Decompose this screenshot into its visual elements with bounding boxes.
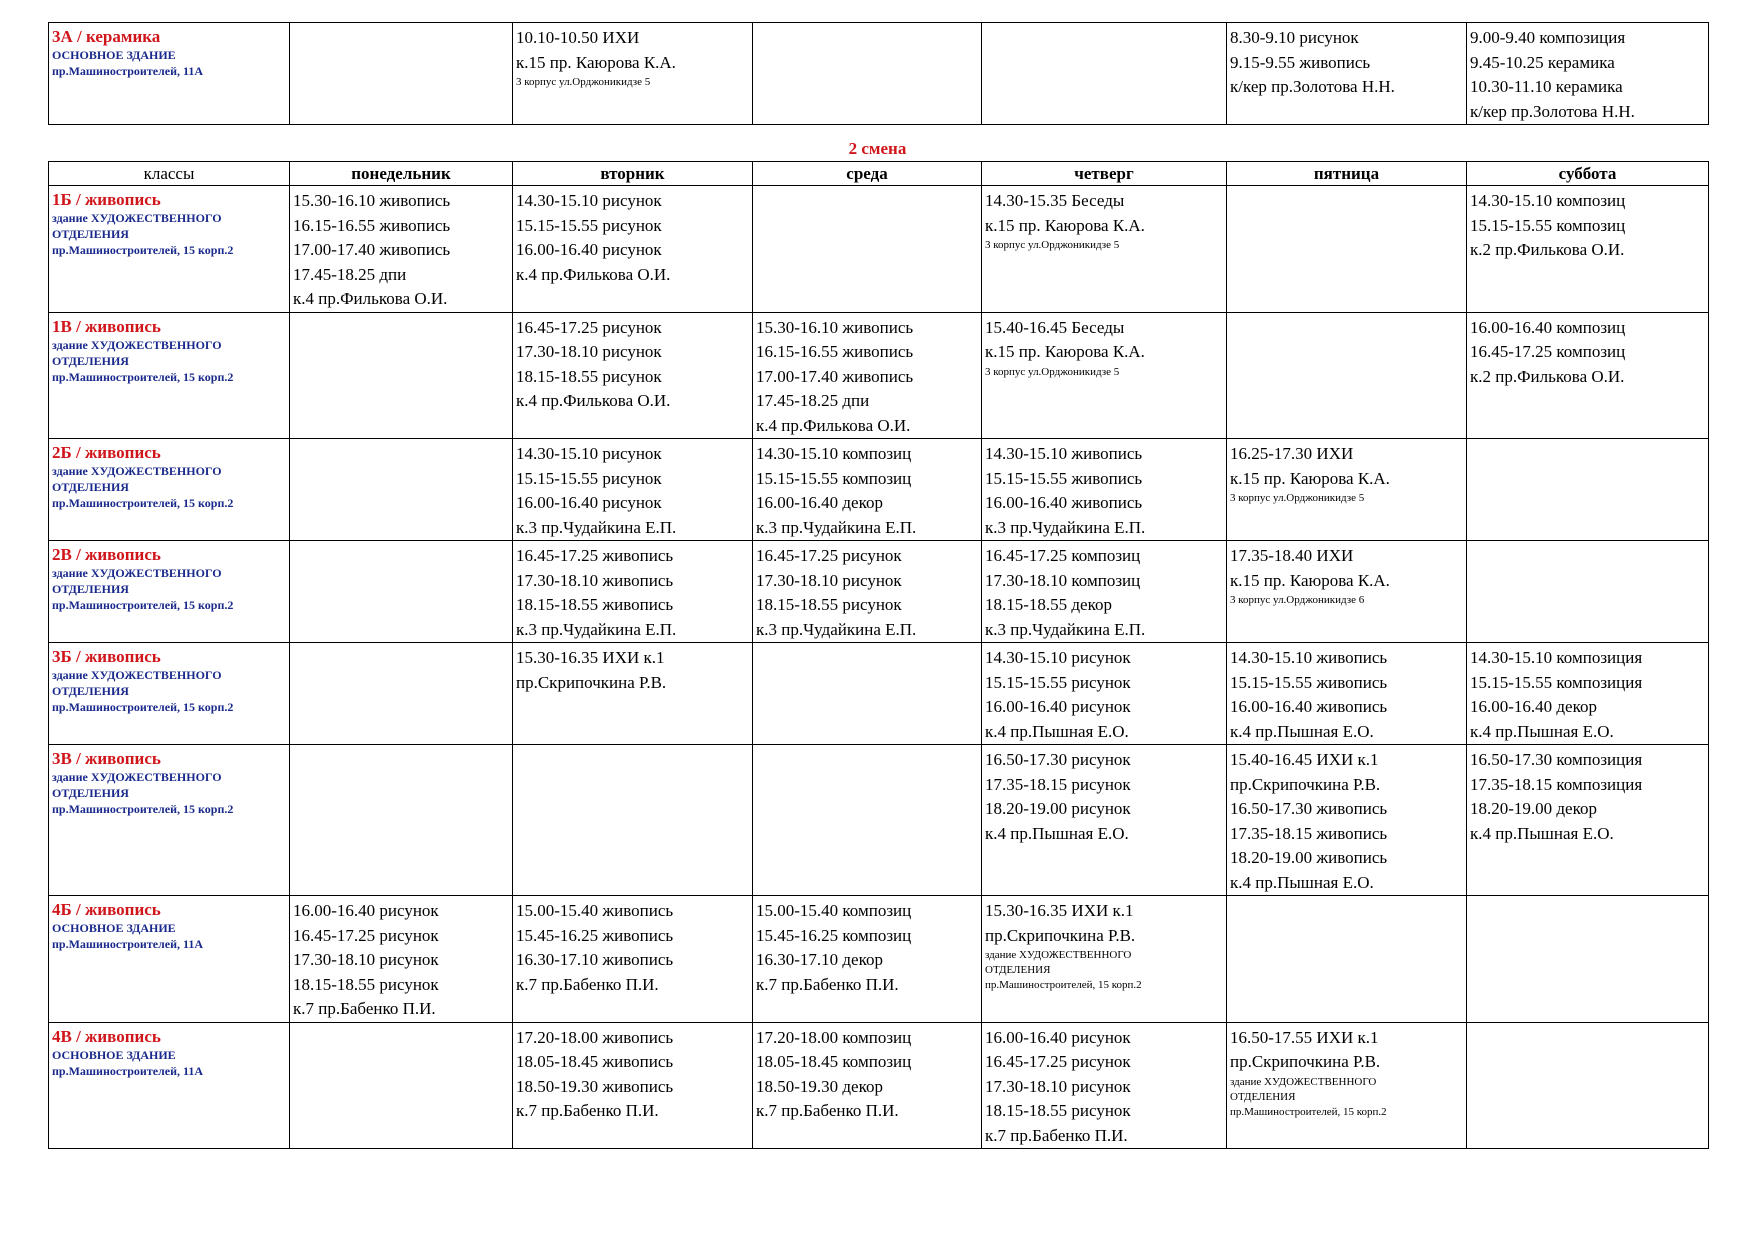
schedule-cell: [753, 312, 982, 439]
class-row: [49, 541, 1709, 643]
cell-address-line: пр.Машиностроителей, 15 корп.2: [985, 979, 1142, 991]
schedule-table-shift-1-tail: [48, 22, 1709, 125]
cell-lesson-line: к.3 пр.Чудайкина Е.П.: [985, 619, 1146, 639]
cell-lesson-line: 16.00-16.40 рисунок: [985, 697, 1131, 716]
schedule-cell: [1227, 1022, 1467, 1149]
cell-lesson-line: 16.00-16.40 композиц: [1470, 317, 1626, 337]
schedule-cell: [513, 439, 753, 541]
cell-lesson-line: 17.30-18.10 композиц: [985, 570, 1141, 590]
schedule-cell: [1467, 439, 1709, 541]
cell-lesson-line: 16.00-16.40 рисунок: [516, 493, 662, 512]
schedule-cell: [1227, 23, 1467, 125]
class-building-line: ОТДЕЛЕНИЯ: [52, 684, 129, 698]
schedule-cell: [982, 541, 1227, 643]
schedule-cell: [290, 439, 513, 541]
cell-lesson-line: к.15 пр. Каюрова К.А.: [516, 52, 676, 72]
cell-lesson-line: 17.00-17.40 живопись: [756, 366, 914, 386]
class-name: 1В / живопись: [52, 316, 161, 336]
schedule-cell: [753, 186, 982, 313]
class-cell: [49, 23, 290, 125]
cell-lesson-line: 9.15-9.55 живопись: [1230, 52, 1371, 72]
class-building-line: пр.Машиностроителей, 15 корп.2: [52, 598, 234, 612]
cell-lesson-line: 18.50-19.30 декор: [756, 1076, 884, 1096]
class-cell: [49, 312, 290, 439]
class-row: [49, 745, 1709, 896]
cell-lesson-line: к.7 пр.Бабенко П.И.: [756, 974, 899, 994]
cell-lesson-line: 14.30-15.10 композиция: [1470, 648, 1643, 667]
schedule-cell: [1227, 896, 1467, 1023]
shift-title: 2 смена: [848, 139, 907, 158]
class-name: 3А / керамика: [52, 27, 161, 46]
cell-lesson-line: 16.30-17.10 декор: [756, 950, 884, 969]
schedule-cell: [513, 745, 753, 896]
schedule-cell: [753, 1022, 982, 1149]
cell-lesson-line: 18.15-18.55 рисунок: [985, 1101, 1131, 1120]
cell-lesson-line: 18.20-19.00 декор: [1470, 799, 1598, 818]
class-name: 3В / живопись: [52, 749, 161, 768]
schedule-cell: [290, 643, 513, 745]
cell-lesson-line: к.4 пр.Филькова О.И.: [516, 391, 671, 410]
cell-lesson-line: 17.20-18.00 живопись: [516, 1027, 674, 1047]
schedule-cell: [290, 541, 513, 643]
header-tuesday: вторник: [513, 162, 753, 186]
class-row: [49, 439, 1709, 541]
cell-lesson-line: 15.30-16.10 живопись: [293, 191, 451, 210]
schedule-cell: [1227, 745, 1467, 896]
cell-lesson-line: 17.30-18.10 рисунок: [985, 1076, 1131, 1096]
schedule-cell: [290, 896, 513, 1023]
cell-lesson-line: 17.30-18.10 живопись: [516, 570, 674, 590]
cell-lesson-line: 16.00-16.40 рисунок: [516, 240, 662, 259]
cell-lesson-line: 14.30-15.10 рисунок: [985, 648, 1131, 667]
cell-lesson-line: 14.30-15.10 композиц: [756, 444, 912, 463]
cell-lesson-line: 14.30-15.10 рисунок: [516, 444, 662, 463]
cell-address-line: здание ХУДОЖЕСТВЕННОГО: [985, 949, 1132, 961]
class-building-line: здание ХУДОЖЕСТВЕННОГО: [52, 770, 222, 784]
class-building-line: пр.Машиностроителей, 11А: [52, 937, 204, 951]
cell-address-line: здание ХУДОЖЕСТВЕННОГО: [1230, 1075, 1377, 1088]
cell-lesson-line: 10.30-11.10 керамика: [1470, 77, 1623, 96]
schedule-cell: [1467, 896, 1709, 1023]
class-building-line: пр.Машиностроителей, 15 корп.2: [52, 802, 234, 816]
class-cell: [49, 186, 290, 313]
cell-lesson-line: 15.30-16.35 ИХИ к.1: [985, 901, 1134, 920]
cell-lesson-line: к.7 пр.Бабенко П.И.: [985, 1125, 1128, 1145]
schedule-cell: [753, 745, 982, 896]
cell-lesson-line: к.4 пр.Пышная Е.О.: [985, 823, 1129, 843]
cell-lesson-line: 17.20-18.00 композиц: [756, 1027, 912, 1047]
class-name: 2Б / живопись: [52, 443, 161, 462]
class-building-line: здание ХУДОЖЕСТВЕННОГО: [52, 211, 222, 225]
schedule-cell: [982, 312, 1227, 439]
class-row: [49, 643, 1709, 745]
header-wednesday: среда: [753, 162, 982, 186]
cell-lesson-line: 17.45-18.25 дпи: [293, 264, 407, 284]
cell-lesson-line: к.4 пр.Пышная Е.О.: [1470, 721, 1614, 741]
cell-lesson-line: 16.00-16.40 рисунок: [985, 1027, 1131, 1047]
cell-lesson-line: к.2 пр.Филькова О.И.: [1470, 366, 1625, 386]
cell-lesson-line: 16.45-17.25 композиц: [985, 546, 1141, 565]
class-name: 1Б / живопись: [52, 190, 161, 209]
cell-lesson-line: 14.30-15.35 Беседы: [985, 191, 1125, 210]
cell-lesson-line: 15.15-15.55 рисунок: [516, 215, 662, 235]
header-thursday: четверг: [982, 162, 1227, 186]
class-building-line: здание ХУДОЖЕСТВЕННОГО: [52, 668, 222, 682]
cell-address-line: ОТДЕЛЕНИЯ: [985, 964, 1051, 976]
schedule-cell: [290, 186, 513, 313]
cell-lesson-line: 8.30-9.10 рисунок: [1230, 28, 1359, 47]
cell-lesson-line: 16.25-17.30 ИХИ: [1230, 444, 1354, 463]
cell-lesson-line: 15.15-15.55 композиция: [1470, 672, 1643, 692]
cell-address-line: 3 корпус ул.Орджоникидзе 5: [985, 239, 1120, 251]
class-cell: [49, 439, 290, 541]
cell-lesson-line: 16.45-17.25 композиц: [1470, 342, 1626, 361]
class-building-line: пр.Машиностроителей, 15 корп.2: [52, 496, 234, 510]
cell-lesson-line: к.2 пр.Филькова О.И.: [1470, 240, 1625, 259]
cell-lesson-line: 18.20-19.00 рисунок: [985, 799, 1131, 818]
schedule-cell: [513, 896, 753, 1023]
class-building-line: здание ХУДОЖЕСТВЕННОГО: [52, 566, 222, 580]
class-building-line: ОСНОВНОЕ ЗДАНИЕ: [52, 921, 176, 935]
cell-lesson-line: к.4 пр.Пышная Е.О.: [985, 721, 1129, 741]
cell-lesson-line: 15.15-15.55 композиц: [756, 468, 912, 488]
cell-lesson-line: 18.15-18.55 рисунок: [756, 595, 902, 614]
cell-lesson-line: к.4 пр.Филькова О.И.: [756, 415, 911, 435]
cell-lesson-line: 16.00-16.40 живопись: [1230, 697, 1388, 716]
cell-lesson-line: 15.30-16.10 живопись: [756, 317, 914, 337]
class-cell: [49, 1022, 290, 1149]
class-name: 4В / живопись: [52, 1026, 161, 1046]
cell-lesson-line: пр.Скрипочкина Р.В.: [1230, 1052, 1381, 1071]
schedule-cell: [1227, 186, 1467, 313]
cell-lesson-line: к.4 пр.Филькова О.И.: [516, 264, 671, 284]
schedule-cell: [1467, 745, 1709, 896]
class-cell: [49, 745, 290, 896]
cell-lesson-line: 15.40-16.45 Беседы: [985, 317, 1125, 337]
cell-lesson-line: 18.05-18.45 живопись: [516, 1052, 674, 1071]
cell-lesson-line: 16.00-16.40 декор: [756, 493, 884, 512]
cell-lesson-line: к.7 пр.Бабенко П.И.: [293, 999, 436, 1018]
cell-lesson-line: 17.35-18.15 композиция: [1470, 774, 1643, 794]
schedule-cell: [1227, 312, 1467, 439]
cell-lesson-line: 17.35-18.15 живопись: [1230, 823, 1388, 843]
cell-lesson-line: 18.50-19.30 живопись: [516, 1076, 674, 1096]
cell-lesson-line: 16.00-16.40 живопись: [985, 493, 1143, 512]
schedule-cell: [1467, 312, 1709, 439]
cell-lesson-line: 18.15-18.55 декор: [985, 595, 1113, 614]
schedule-cell: [982, 23, 1227, 125]
schedule-cell: [290, 745, 513, 896]
schedule-cell: [513, 541, 753, 643]
schedule-cell: [1227, 541, 1467, 643]
schedule-cell: [982, 439, 1227, 541]
cell-lesson-line: 14.30-15.10 живопись: [1230, 648, 1388, 667]
cell-lesson-line: 15.15-15.55 рисунок: [985, 672, 1131, 692]
class-building-line: ОТДЕЛЕНИЯ: [52, 353, 129, 368]
schedule-cell: [1467, 186, 1709, 313]
class-cell: [49, 896, 290, 1023]
cell-lesson-line: 16.45-17.25 рисунок: [293, 925, 439, 945]
schedule-cell: [982, 186, 1227, 313]
cell-lesson-line: к.7 пр.Бабенко П.И.: [756, 1101, 899, 1120]
cell-lesson-line: к.3 пр.Чудайкина Е.П.: [756, 619, 917, 639]
class-row: [49, 312, 1709, 439]
cell-lesson-line: 17.30-18.10 рисунок: [756, 570, 902, 590]
cell-lesson-line: 16.00-16.40 рисунок: [293, 901, 439, 920]
cell-lesson-line: к.7 пр.Бабенко П.И.: [516, 974, 659, 994]
schedule-cell: [982, 1022, 1227, 1149]
cell-lesson-line: к.15 пр. Каюрова К.А.: [1230, 468, 1390, 488]
cell-lesson-line: 15.45-16.25 живопись: [516, 925, 674, 945]
cell-lesson-line: 15.15-15.55 рисунок: [516, 468, 662, 488]
schedule-cell: [1227, 439, 1467, 541]
cell-lesson-line: 16.45-17.25 живопись: [516, 546, 674, 565]
class-building-line: ОТДЕЛЕНИЯ: [52, 582, 129, 596]
class-building-line: пр.Машиностроителей, 15 корп.2: [52, 700, 234, 714]
cell-lesson-line: к.4 пр.Пышная Е.О.: [1470, 823, 1614, 843]
cell-lesson-line: пр.Скрипочкина Р.В.: [985, 925, 1136, 945]
class-name: 3Б / живопись: [52, 647, 161, 666]
schedule-cell: [1227, 643, 1467, 745]
schedule-cell: [290, 312, 513, 439]
class-building-line: ОТДЕЛЕНИЯ: [52, 786, 129, 800]
schedule-cell: [753, 23, 982, 125]
cell-lesson-line: 16.30-17.10 живопись: [516, 950, 674, 969]
schedule-cell: [753, 896, 982, 1023]
schedule-cell: [513, 1022, 753, 1149]
cell-lesson-line: 15.40-16.45 ИХИ к.1: [1230, 750, 1379, 769]
cell-lesson-line: 16.50-17.55 ИХИ к.1: [1230, 1027, 1379, 1047]
cell-address-line: 3 корпус ул.Орджоникидзе 5: [1230, 492, 1365, 504]
cell-lesson-line: 18.15-18.55 рисунок: [293, 974, 439, 994]
schedule-cell: [1467, 23, 1709, 125]
class-cell: [49, 643, 290, 745]
cell-lesson-line: к.3 пр.Чудайкина Е.П.: [756, 517, 917, 537]
schedule-cell: [290, 23, 513, 125]
class-building-line: ОТДЕЛЕНИЯ: [52, 227, 129, 241]
cell-lesson-line: 15.45-16.25 композиц: [756, 925, 912, 945]
cell-lesson-line: 16.15-16.55 живопись: [756, 342, 914, 361]
class-building-line: пр.Машиностроителей, 11А: [52, 1063, 204, 1078]
cell-lesson-line: 15.15-15.55 живопись: [1230, 672, 1388, 692]
class-row: [49, 1022, 1709, 1149]
cell-lesson-line: пр.Скрипочкина Р.В.: [1230, 774, 1381, 794]
header-friday: пятница: [1227, 162, 1467, 186]
cell-lesson-line: к.3 пр.Чудайкина Е.П.: [516, 619, 677, 639]
schedule-cell: [753, 541, 982, 643]
class-building-line: ОТДЕЛЕНИЯ: [52, 480, 129, 494]
cell-lesson-line: 15.00-15.40 композиц: [756, 901, 912, 920]
schedule-cell: [513, 312, 753, 439]
cell-lesson-line: 18.15-18.55 живопись: [516, 595, 674, 614]
class-row: [49, 186, 1709, 313]
cell-lesson-line: 18.20-19.00 живопись: [1230, 848, 1388, 867]
cell-lesson-line: 14.30-15.10 рисунок: [516, 191, 662, 210]
cell-lesson-line: 17.00-17.40 живопись: [293, 240, 451, 259]
header-saturday: суббота: [1467, 162, 1709, 186]
cell-lesson-line: к.7 пр.Бабенко П.И.: [516, 1101, 659, 1120]
header-monday: понедельник: [290, 162, 513, 186]
schedule-cell: [982, 745, 1227, 896]
schedule-table-shift-2: [48, 161, 1709, 1149]
cell-lesson-line: 17.30-18.10 рисунок: [516, 342, 662, 361]
cell-address-line: 3 корпус ул.Орджоникидзе 5: [516, 76, 651, 88]
cell-lesson-line: к/кер пр.Золотова Н.Н.: [1470, 101, 1635, 121]
class-building-line: пр.Машиностроителей, 15 корп.2: [52, 243, 234, 257]
cell-lesson-line: 16.15-16.55 живопись: [293, 215, 451, 235]
cell-lesson-line: 17.35-18.40 ИХИ: [1230, 546, 1354, 565]
cell-lesson-line: 16.50-17.30 композиция: [1470, 750, 1643, 769]
class-name: 2В / живопись: [52, 545, 161, 564]
cell-lesson-line: 16.50-17.30 живопись: [1230, 799, 1388, 818]
class-name: 4Б / живопись: [52, 900, 161, 919]
class-building-line: здание ХУДОЖЕСТВЕННОГО: [52, 464, 222, 478]
cell-lesson-line: 10.10-10.50 ИХИ: [516, 28, 640, 47]
cell-lesson-line: 15.15-15.55 композиц: [1470, 215, 1626, 235]
cell-lesson-line: 18.05-18.45 композиц: [756, 1052, 912, 1071]
cell-lesson-line: к.15 пр. Каюрова К.А.: [1230, 570, 1390, 590]
schedule-cell: [1467, 541, 1709, 643]
class-building-line: ОСНОВНОЕ ЗДАНИЕ: [52, 48, 176, 62]
class-cell: [49, 541, 290, 643]
schedule-cell: [982, 643, 1227, 745]
cell-lesson-line: к/кер пр.Золотова Н.Н.: [1230, 77, 1395, 96]
cell-address-line: ОТДЕЛЕНИЯ: [1230, 1090, 1296, 1103]
schedule-cell: [290, 1022, 513, 1149]
cell-lesson-line: 17.30-18.10 рисунок: [293, 950, 439, 969]
cell-lesson-line: 16.45-17.25 рисунок: [516, 317, 662, 337]
cell-lesson-line: 9.00-9.40 композиция: [1470, 28, 1626, 47]
cell-address-line: пр.Машиностроителей, 15 корп.2: [1230, 1105, 1387, 1118]
schedule-cell: [753, 439, 982, 541]
class-building-line: здание ХУДОЖЕСТВЕННОГО: [52, 337, 222, 352]
schedule-cell: [1467, 643, 1709, 745]
cell-lesson-line: 16.00-16.40 декор: [1470, 697, 1598, 716]
cell-lesson-line: 18.15-18.55 рисунок: [516, 366, 662, 386]
schedule-cell: [1467, 1022, 1709, 1149]
cell-lesson-line: 16.50-17.30 рисунок: [985, 750, 1131, 769]
cell-lesson-line: к.4 пр.Пышная Е.О.: [1230, 872, 1374, 892]
cell-lesson-line: к.4 пр.Филькова О.И.: [293, 289, 448, 308]
cell-lesson-line: к.15 пр. Каюрова К.А.: [985, 215, 1145, 235]
header-row: [49, 162, 1709, 186]
class-row: [49, 896, 1709, 1023]
class-building-line: пр.Машиностроителей, 11А: [52, 64, 204, 78]
class-building-line: ОСНОВНОЕ ЗДАНИЕ: [52, 1047, 176, 1062]
cell-lesson-line: 16.45-17.25 рисунок: [756, 546, 902, 565]
cell-lesson-line: 9.45-10.25 керамика: [1470, 52, 1615, 72]
cell-lesson-line: к.15 пр. Каюрова К.А.: [985, 342, 1145, 361]
cell-lesson-line: 16.45-17.25 рисунок: [985, 1052, 1131, 1071]
cell-address-line: 3 корпус ул.Орджоникидзе 6: [1230, 594, 1365, 606]
header-classes: классы: [49, 162, 290, 186]
cell-lesson-line: пр.Скрипочкина Р.В.: [516, 672, 667, 692]
cell-lesson-line: 15.00-15.40 живопись: [516, 901, 674, 920]
schedule-cell: [513, 186, 753, 313]
schedule-cell: [513, 643, 753, 745]
schedule-cell: [513, 23, 753, 125]
cell-lesson-line: 17.45-18.25 дпи: [756, 391, 870, 410]
cell-lesson-line: к.3 пр.Чудайкина Е.П.: [516, 517, 677, 537]
class-row: [49, 23, 1709, 125]
schedule-cell: [753, 643, 982, 745]
cell-lesson-line: к.3 пр.Чудайкина Е.П.: [985, 517, 1146, 537]
cell-lesson-line: к.4 пр.Пышная Е.О.: [1230, 721, 1374, 741]
cell-lesson-line: 15.15-15.55 живопись: [985, 468, 1143, 488]
class-building-line: пр.Машиностроителей, 15 корп.2: [52, 369, 234, 384]
cell-lesson-line: 14.30-15.10 живопись: [985, 444, 1143, 463]
cell-lesson-line: 14.30-15.10 композиц: [1470, 191, 1626, 210]
cell-lesson-line: 17.35-18.15 рисунок: [985, 774, 1131, 794]
cell-lesson-line: 15.30-16.35 ИХИ к.1: [516, 648, 665, 667]
cell-address-line: 3 корпус ул.Орджоникидзе 5: [985, 365, 1120, 378]
schedule-cell: [982, 896, 1227, 1023]
